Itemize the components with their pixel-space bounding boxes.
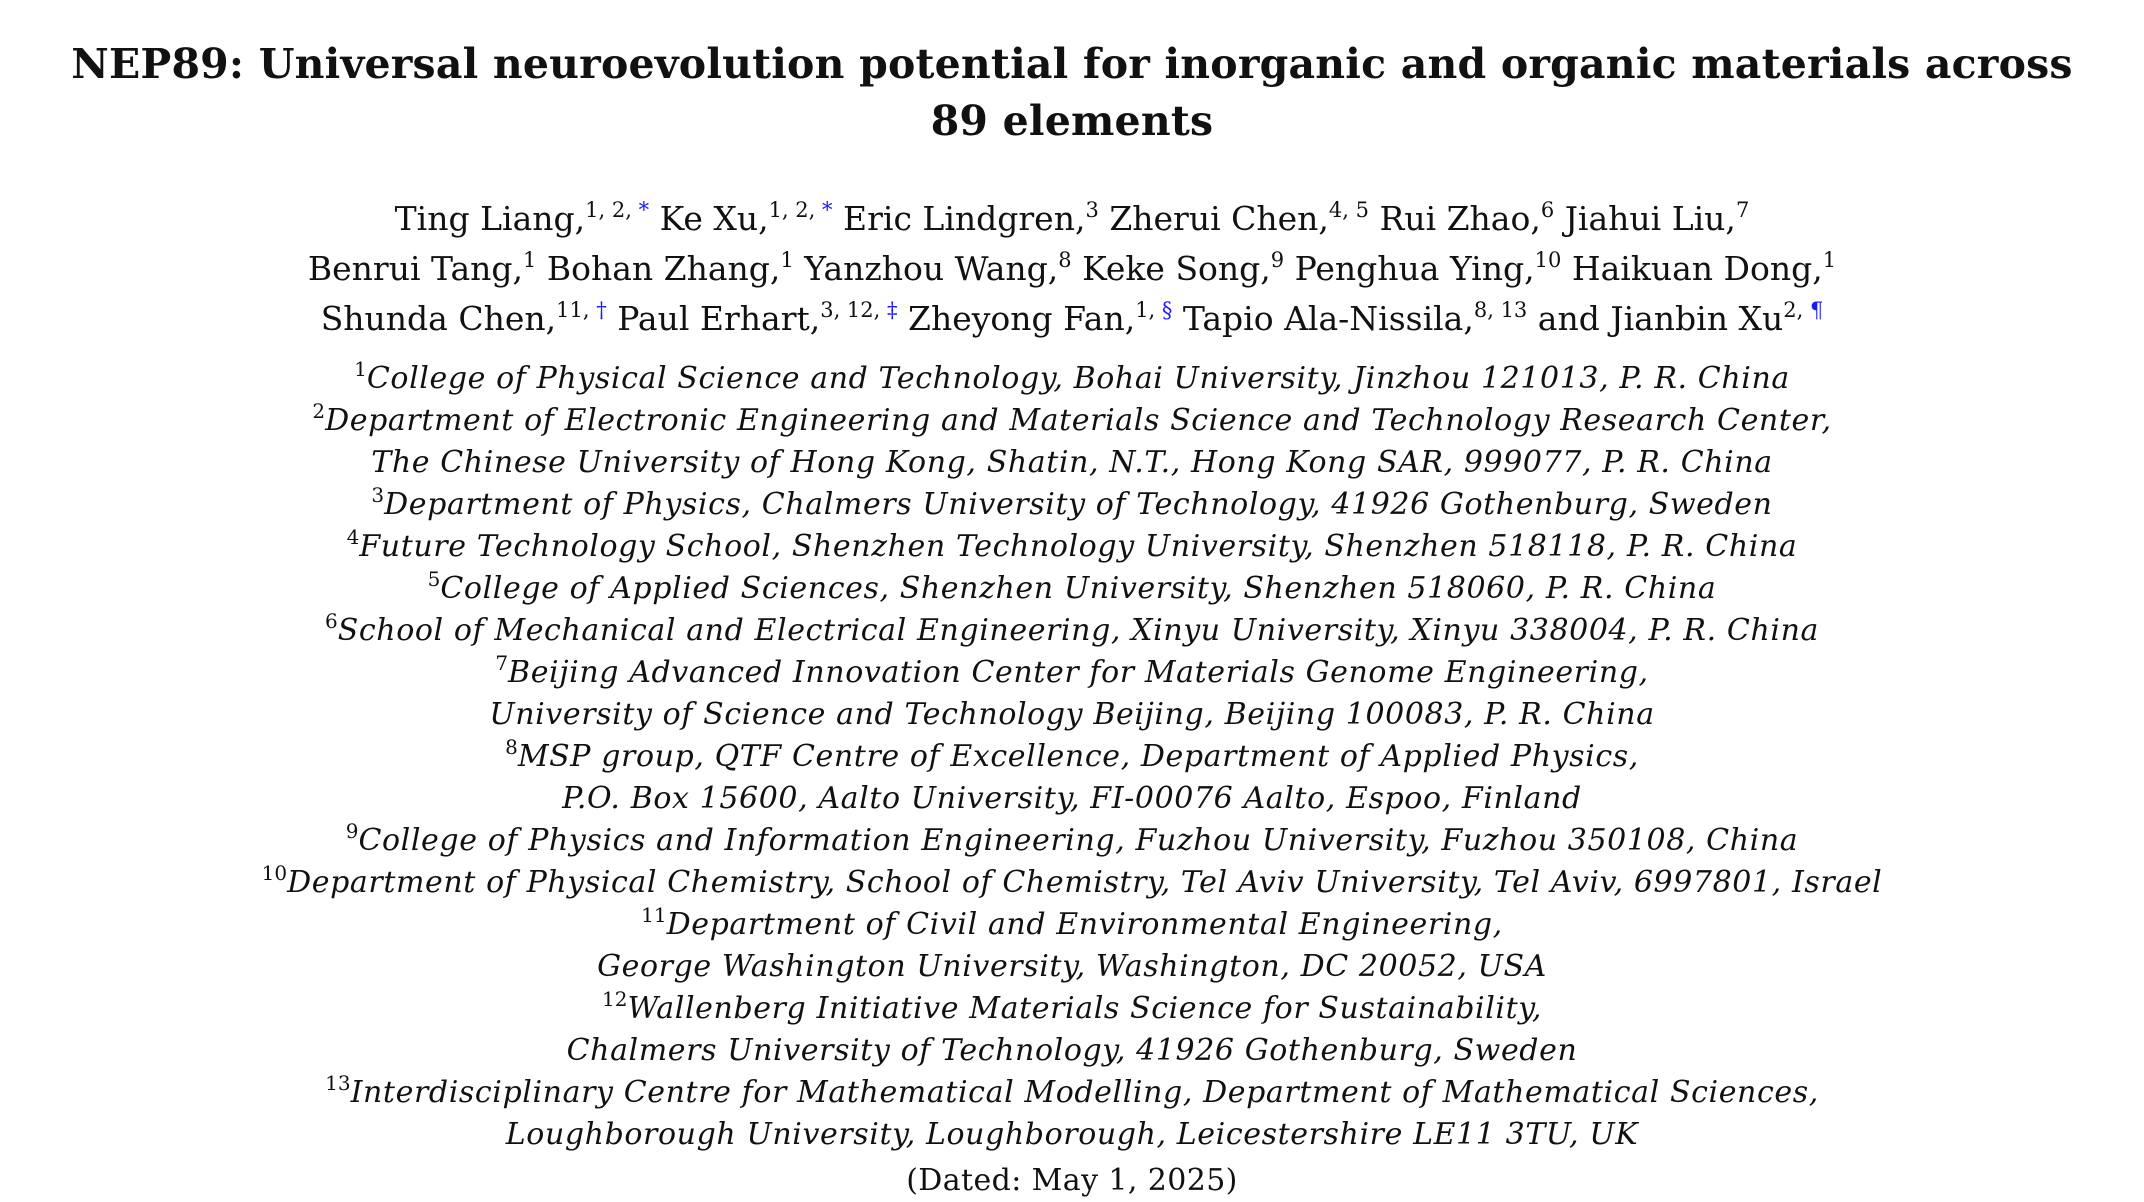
author-name: Yanzhou Wang, bbox=[804, 249, 1059, 288]
affiliation-line bbox=[100, 904, 2044, 946]
affiliation-text: College of Physics and Information Engineering, Fuzhou University, Fuzhou 350108, China bbox=[358, 823, 1799, 858]
title-line-1: NEP89: Universal neuroevolution potential for inorganic and organic materials across bbox=[71, 40, 2073, 88]
footnote-link[interactable]: ‡ bbox=[887, 298, 898, 322]
affiliation-line bbox=[100, 484, 2044, 526]
affiliation-text: School of Mechanical and Electrical Engineering, Xinyu University, Xinyu 338004, P. R. China bbox=[337, 613, 1819, 648]
affiliation-text: Department of Physics, Chalmers University of Technology, 41926 Gothenburg, Sweden bbox=[384, 487, 1773, 522]
author-name: Ting Liang, bbox=[394, 199, 586, 238]
author-affil-sup: 6 bbox=[1540, 198, 1555, 222]
author-affil-sup: 1 bbox=[523, 248, 537, 272]
author-list bbox=[100, 194, 2044, 344]
affiliation-number: 1 bbox=[354, 357, 367, 381]
affiliation-line bbox=[100, 1030, 2044, 1072]
affiliation-number: 4 bbox=[346, 525, 360, 549]
affiliation-text: Interdisciplinary Centre for Mathematical Modelling, Department of Mathematical Sciences, bbox=[350, 1075, 1819, 1110]
affiliation-line bbox=[100, 568, 2044, 610]
affiliation-text: MSP group, QTF Centre of Excellence, Department of Applied Physics, bbox=[517, 739, 1639, 774]
author-affil-sup: 1 bbox=[780, 248, 794, 272]
author-line-3 bbox=[100, 294, 2044, 344]
author-affil-sup: 3, 12, ‡ bbox=[820, 298, 898, 322]
affiliation-text: George Washington University, Washington, DC 20052, USA bbox=[597, 949, 1547, 984]
affiliation-text: College of Applied Sciences, Shenzhen University, Shenzhen 518060, P. R. China bbox=[440, 571, 1717, 606]
author-affil-sup: 8 bbox=[1058, 248, 1072, 272]
affiliation-line bbox=[100, 652, 2044, 694]
affiliation-line bbox=[100, 694, 2044, 736]
affiliation-text: Wallenberg Initiative Materials Science for Sustainability, bbox=[627, 991, 1542, 1026]
author-name: Zherui Chen, bbox=[1109, 199, 1329, 238]
author-affil-sup: 1, 2, * bbox=[585, 198, 650, 222]
affiliation-number: 8 bbox=[505, 735, 518, 759]
affiliation-line bbox=[100, 1072, 2044, 1114]
affiliation-line bbox=[100, 358, 2044, 400]
affiliation-line bbox=[100, 988, 2044, 1030]
affiliation-text: The Chinese University of Hong Kong, Shatin, N.T., Hong Kong SAR, 999077, P. R. China bbox=[371, 445, 1773, 480]
footnote-link[interactable]: * bbox=[638, 198, 650, 222]
affiliation-text: Chalmers University of Technology, 41926 Gothenburg, Sweden bbox=[566, 1033, 1578, 1068]
affiliation-text: Department of Civil and Environmental Engineering, bbox=[666, 907, 1503, 942]
affiliation-number: 10 bbox=[261, 861, 288, 885]
dated-line: (Dated: May 1, 2025) bbox=[906, 1163, 1238, 1198]
affiliation-line bbox=[100, 778, 2044, 820]
author-affil-sup: 4, 5 bbox=[1328, 198, 1369, 222]
author-affil-sup: 1 bbox=[1822, 248, 1837, 272]
affiliation-number: 3 bbox=[371, 483, 385, 507]
affiliation-text: College of Physical Science and Technology, Bohai University, Jinzhou 121013, P. R. China bbox=[366, 361, 1790, 396]
affiliation-text: Future Technology School, Shenzhen Technology University, Shenzhen 518118, P. R. China bbox=[359, 529, 1798, 564]
author-line-2 bbox=[100, 244, 2044, 294]
affiliation-number: 7 bbox=[495, 651, 509, 675]
footnote-link[interactable]: § bbox=[1161, 298, 1173, 322]
affiliation-number: 6 bbox=[325, 609, 338, 633]
affiliation-text: Department of Electronic Engineering and Materials Science and Technology Research Center, bbox=[325, 403, 1832, 438]
affiliation-line bbox=[100, 946, 2044, 988]
author-name: Eric Lindgren, bbox=[843, 199, 1086, 238]
affiliation-line bbox=[100, 862, 2044, 904]
author-name: Zheyong Fan, bbox=[908, 299, 1136, 338]
affiliation-text: Department of Physical Chemistry, School of Chemistry, Tel Aviv University, Tel Aviv, 6997801, Israel bbox=[287, 865, 1883, 900]
author-name: Jiahui Liu, bbox=[1564, 199, 1736, 238]
author-name: and Jianbin Xu bbox=[1537, 299, 1784, 338]
affiliation-text: University of Science and Technology Beijing, Beijing 100083, P. R. China bbox=[489, 697, 1655, 732]
affiliation-text: Loughborough University, Loughborough, Leicestershire LE11 3TU, UK bbox=[505, 1117, 1639, 1152]
affiliation-line bbox=[100, 442, 2044, 484]
footnote-link[interactable]: † bbox=[596, 298, 607, 322]
footnote-link[interactable]: ¶ bbox=[1809, 298, 1824, 322]
author-name: Haikuan Dong, bbox=[1571, 249, 1823, 288]
affiliation-number: 2 bbox=[312, 399, 326, 423]
author-name: Penghua Ying, bbox=[1294, 249, 1535, 288]
author-affil-sup: 1, 2, * bbox=[768, 198, 833, 222]
affiliation-number: 5 bbox=[427, 567, 441, 591]
footnote-link[interactable]: * bbox=[822, 198, 833, 222]
title-line-2: 89 elements bbox=[930, 97, 1214, 145]
author-name: Paul Erhart, bbox=[617, 299, 821, 338]
affiliation-line bbox=[100, 526, 2044, 568]
author-name: Tapio Ala-Nissila, bbox=[1182, 299, 1474, 338]
author-name: Shunda Chen, bbox=[320, 299, 557, 338]
author-name: Bohan Zhang, bbox=[546, 249, 781, 288]
affiliation-number: 13 bbox=[325, 1071, 351, 1095]
author-name: Ke Xu, bbox=[659, 199, 769, 238]
author-affil-sup: 3 bbox=[1085, 198, 1099, 222]
affiliation-number: 11 bbox=[641, 903, 667, 927]
affiliation-line bbox=[100, 610, 2044, 652]
author-affil-sup: 2, ¶ bbox=[1783, 298, 1824, 322]
affiliation-number: 9 bbox=[345, 819, 359, 843]
affiliation-text: P.O. Box 15600, Aalto University, FI-00076 Aalto, Espoo, Finland bbox=[562, 781, 1582, 816]
author-affil-sup: 9 bbox=[1270, 248, 1285, 272]
affiliation-line bbox=[100, 736, 2044, 778]
affiliation-line bbox=[100, 400, 2044, 442]
affiliation-number: 12 bbox=[602, 987, 628, 1011]
affiliation-line bbox=[100, 1114, 2044, 1156]
author-affil-sup: 1, § bbox=[1135, 298, 1173, 322]
paper-title bbox=[40, 36, 2104, 150]
author-name: Rui Zhao, bbox=[1379, 199, 1541, 238]
author-name: Keke Song, bbox=[1082, 249, 1271, 288]
affiliation-line bbox=[100, 820, 2044, 862]
affiliation-list bbox=[100, 358, 2044, 1156]
author-affil-sup: 11, † bbox=[556, 298, 607, 322]
author-affil-sup: 7 bbox=[1735, 198, 1750, 222]
author-affil-sup: 10 bbox=[1534, 248, 1562, 272]
author-name: Benrui Tang, bbox=[307, 249, 523, 288]
author-affil-sup: 8, 13 bbox=[1473, 298, 1528, 322]
author-line-1 bbox=[100, 194, 2044, 244]
affiliation-text: Beijing Advanced Innovation Center for Materials Genome Engineering, bbox=[508, 655, 1649, 690]
